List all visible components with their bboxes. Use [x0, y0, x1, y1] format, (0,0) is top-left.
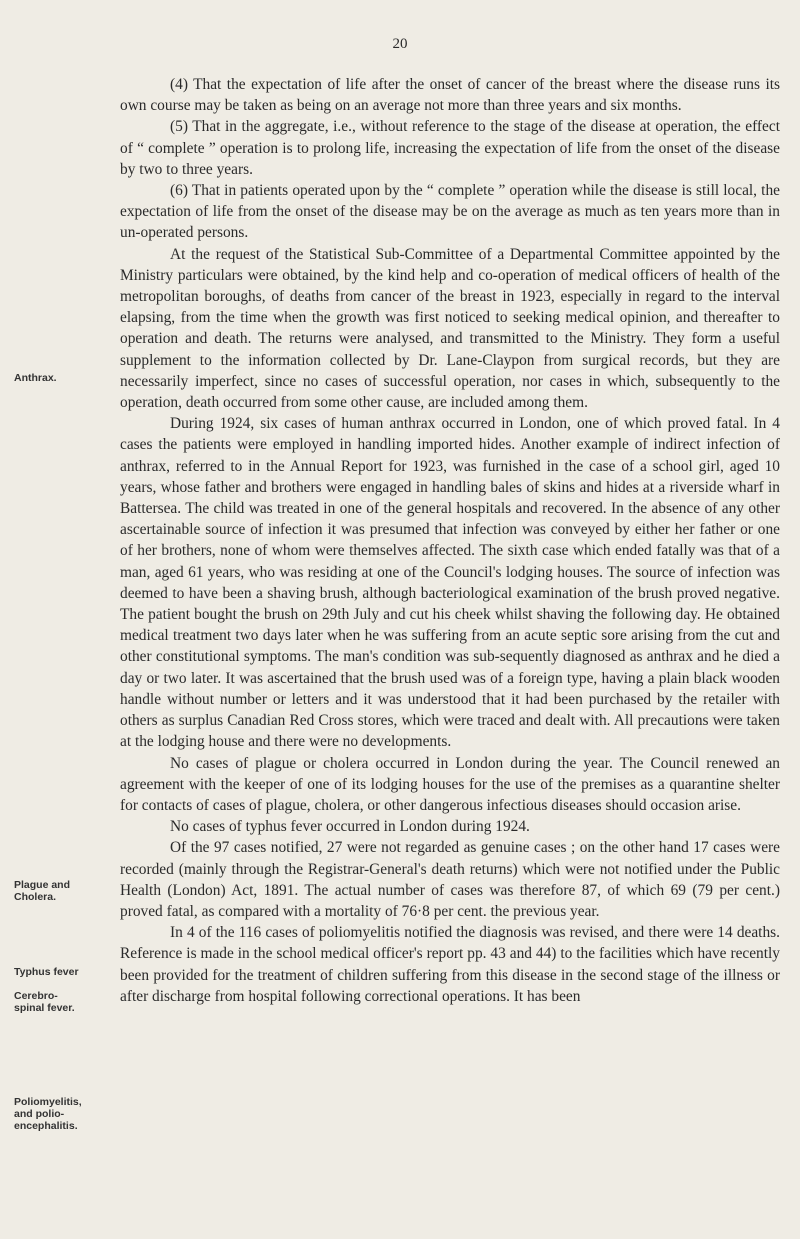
paragraph-poliomyelitis: In 4 of the 116 cases of poliomyelitis notified the diagnosis was revised, and there were 14 deaths. Reference is made in the school medical officer's report pp. 43 and 44) to the facilities which have recently been provided for the treatment of children suffering from this disease in the second stage of the illness or after discharge from hospital following correctional operations. It has been: [120, 924, 780, 1005]
margin-note-cerebrospinal: Cerebro- spinal fever.: [14, 990, 75, 1014]
paragraph-aggregate-effect: (5) That in the aggregate, i.e., without reference to the stage of the disease at operation, the effect of “ complete ” operation is to prolong life, increasing the expectation of life from the onset of the disease by two to three years.: [120, 118, 780, 178]
paragraph-local-disease: (6) That in patients operated upon by the “ complete ” operation while the disease is still local, the expectation of life from the onset of the disease may be on the average as much as ten years more than in un-operated persons.: [120, 182, 780, 242]
paragraph-typhus: No cases of typhus fever occurred in London during 1924.: [170, 818, 530, 836]
paragraph-anthrax: During 1924, six cases of human anthrax occurred in London, one of which proved fatal. In 4 cases the patients were employed in handling imported hides. Another example of indirect infection of anthrax, referred to in the Annual Report for 1923, was furnished in the case of a school girl, aged 10 years, whose father and brothers were engaged in handling bales of skins and hides at a riverside wharf in Battersea. The child was treated in one of the general hospitals and recovered. In the absence of any other ascertainable source of infection it was presumed that infection was conveyed by either her father or one of her brothers, none of whom were themselves affected. The sixth case which ended fatally was that of a man, aged 61 years, who was residing at one of the Council's lodging houses. The source of infection was deemed to have been a shaving brush, although bacteriological examination of the brush proved negative. The patient bought the brush on 29th July and cut his cheek whilst shaving the following day. He obtained medical treatment two days later when he was suffering from an acute septic sore arising from the cut and other constitutional symptoms. The man's condition was sub-sequently diagnosed as anthrax and he died a day or two later. It was ascertained that the brush used was of a foreign type, having a plain black wooden handle without number or letters and it was understood that it had been purchased by the retailer with others as surplus Canadian Red Cross stores, which were traced and dealt with. All precautions were taken at the lodging house and there were no developments.: [120, 415, 780, 751]
page-number: 20: [392, 36, 408, 52]
margin-note-typhus: Typhus fever: [14, 966, 79, 978]
paragraph-plague-cholera: No cases of plague or cholera occurred in London during the year. The Council renewed an agreement with the keeper of one of its lodging houses for the use of the premises as a quarantine shelter for contacts of cases of plague, cholera, or other dangerous infectious diseases should occasion arise.: [120, 754, 780, 814]
paragraph-cerebrospinal: Of the 97 cases notified, 27 were not regarded as genuine cases ; on the other hand 17 cases were recorded (mainly through the Registrar-General's death returns) which were not notified under the Public Health (London) Act, 1891. The actual number of cases was therefore 87, of which 69 (79 per cent.) proved fatal, as compared with a mortality of 76·8 per cent. the previous year.: [120, 839, 780, 920]
paragraph-statistical-committee: At the request of the Statistical Sub-Committee of a Departmental Committee appointed by the Ministry particulars were obtained, by the kind help and co-operation of medical officers of health of the metropolitan boroughs, of deaths from cancer of the breast in 1923, especially in regard to the interval elapsing, from the time when the growth was first noticed to seeking medical opinion, and thereafter to operation and death. The returns were analysed, and transmitted to the Ministry. They form a useful supplement to the information collected by Dr. Lane-Claypon from surgical records, but they are necessarily imperfect, since no cases of successful operation, nor cases in which, subsequently to the operation, death occurred from some other cause, are included among them.: [120, 245, 780, 412]
body-text: [120, 74, 780, 1007]
margin-note-poliomyelitis: Poliomyelitis, and polio- encephalitis.: [14, 1096, 82, 1132]
paragraph-expectation-untreated: (4) That the expectation of life after the onset of cancer of the breast where the disease runs its own course may be taken as being on an average not more than three years and six months.: [120, 76, 780, 115]
margin-note-plague-cholera: Plague and Cholera.: [14, 879, 71, 903]
margin-note-anthrax: Anthrax.: [14, 372, 57, 384]
